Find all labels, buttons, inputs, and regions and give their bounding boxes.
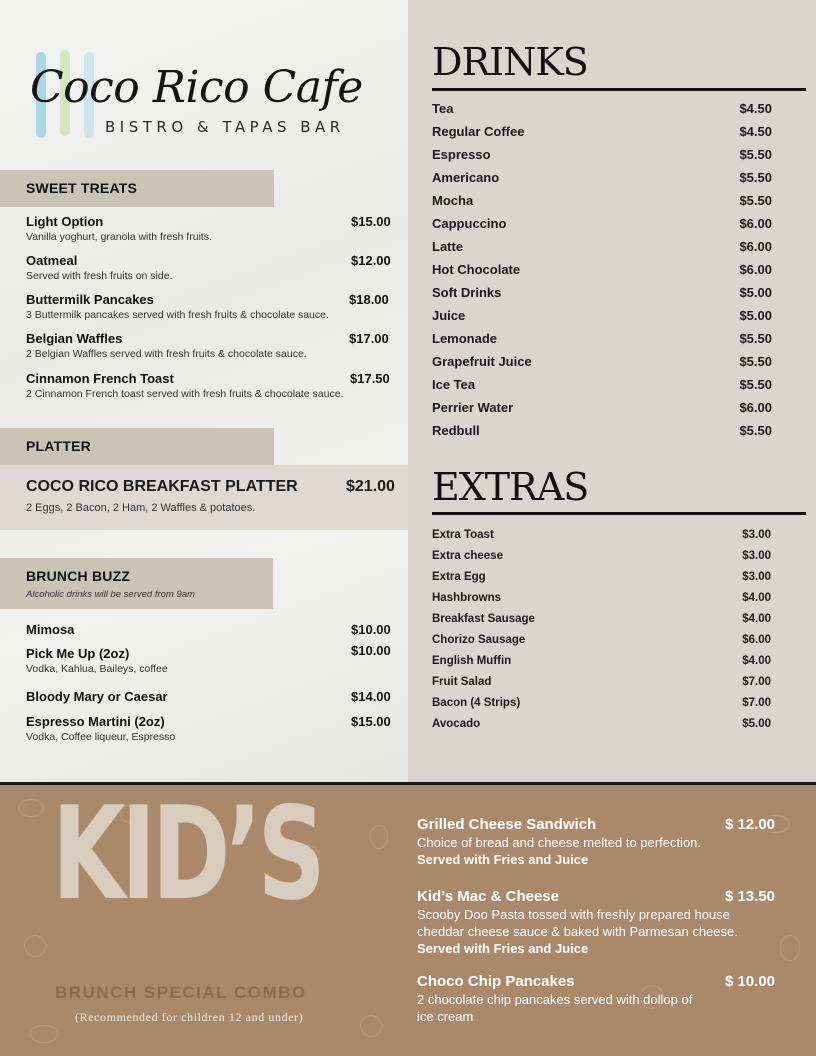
drink-row: [432, 239, 772, 259]
drinks-heading: DRINKS: [432, 40, 588, 84]
drink-row: [432, 262, 772, 282]
extra-name: English Muffin: [432, 655, 512, 667]
item-price: $18.00: [349, 292, 389, 307]
extra-name: Fruit Salad: [432, 676, 492, 688]
drink-name: Juice: [432, 308, 466, 323]
kids-section: [0, 785, 816, 1056]
doodle-icon: [24, 935, 46, 957]
item-name: Oatmeal: [26, 253, 78, 268]
extra-row: [432, 592, 771, 610]
doodle-icon: [780, 935, 800, 961]
extra-name: Chorizo Sausage: [432, 634, 526, 646]
menu-item: [26, 253, 396, 282]
drink-row: [432, 147, 772, 167]
item-price: $17.50: [350, 371, 390, 386]
platter-desc: 2 Eggs, 2 Bacon, 2 Ham, 2 Waffles & potatoes.: [26, 502, 256, 514]
drink-price: $5.50: [739, 147, 772, 162]
drink-price: $6.00: [739, 216, 772, 231]
extra-row: [432, 655, 771, 673]
drink-price: $5.50: [739, 193, 772, 208]
drink-name: Hot Chocolate: [432, 262, 521, 277]
extra-name: Hashbrowns: [432, 592, 502, 604]
item-name: Light Option: [26, 214, 104, 229]
drink-name: Espresso: [432, 147, 491, 162]
drink-price: $5.50: [739, 377, 772, 392]
logo-subtitle: BISTRO & TAPAS BAR: [105, 118, 345, 136]
kids-item: [417, 973, 775, 1026]
item-price: $15.00: [351, 714, 391, 729]
extra-row: [432, 718, 771, 736]
drink-name: Grapefruit Juice: [432, 354, 532, 369]
item-desc: Served with fresh fruits on side.: [26, 270, 173, 282]
extra-row: [432, 676, 771, 694]
kids-title: KID’S: [52, 785, 322, 929]
drink-row: [432, 400, 772, 420]
menu-item: [26, 214, 396, 243]
menu-item: [26, 292, 396, 321]
item-name: Bloody Mary or Caesar: [26, 689, 168, 704]
kids-item-desc: 2 chocolate chip pancakes served with dollop of ice cream: [417, 992, 693, 1024]
drink-price: $5.50: [739, 423, 772, 438]
drink-row: [432, 331, 772, 351]
extra-price: $7.00: [742, 697, 771, 709]
extras-heading: EXTRAS: [432, 465, 589, 509]
drink-price: $6.00: [739, 239, 772, 254]
drink-name: Ice Tea: [432, 377, 476, 392]
extra-row: [432, 697, 771, 715]
item-desc: Vodka, Coffee liqueur, Espresso: [26, 731, 176, 743]
item-desc: 2 Belgian Waffles served with fresh fruits & chocolate sauce.: [26, 348, 307, 360]
item-desc: 2 Cinnamon French toast served with fresh fruits & chocolate sauce.: [26, 388, 344, 400]
doodle-icon: [18, 799, 44, 817]
extra-name: Extra Egg: [432, 571, 486, 583]
kids-item-desc: Choice of bread and cheese melted to perfection.: [417, 835, 702, 850]
sweet-treats-heading: SWEET TREATS: [26, 180, 138, 196]
kids-subtitle: BRUNCH SPECIAL COMBO: [55, 983, 307, 1002]
platter-price: $21.00: [346, 478, 395, 495]
extra-price: $3.00: [742, 529, 771, 541]
item-price: $10.00: [351, 622, 391, 637]
extra-row: [432, 550, 771, 568]
logo-script-text: Coco Rico Cafe: [30, 62, 363, 113]
drink-price: $4.50: [739, 124, 772, 139]
extra-row: [432, 634, 771, 652]
kids-item-price: $ 13.50: [724, 888, 775, 905]
item-name: Belgian Waffles: [26, 331, 123, 346]
drink-row: [432, 423, 772, 443]
extra-price: $5.00: [742, 718, 771, 730]
item-name: Buttermilk Pancakes: [26, 292, 154, 307]
drink-row: [432, 354, 772, 374]
drink-row: [432, 216, 772, 236]
drink-name: Cappuccino: [432, 216, 507, 231]
menu-item: [26, 371, 396, 400]
extra-price: $3.00: [742, 571, 771, 583]
item-price: $15.00: [351, 214, 391, 229]
extra-price: $4.00: [742, 613, 771, 625]
item-price: $10.00: [351, 643, 391, 658]
drink-row: [432, 170, 772, 190]
drink-name: Tea: [432, 101, 454, 116]
kids-item-price: $ 12.00: [724, 816, 775, 833]
kids-item-name: Grilled Cheese Sandwich: [417, 816, 597, 833]
kids-item-desc: Scooby Doo Pasta tossed with freshly prepared house cheddar cheese sauce & baked with Parmesan cheese.: [417, 907, 738, 939]
drink-name: Latte: [432, 239, 464, 254]
drink-row: [432, 124, 772, 144]
item-name: Cinnamon French Toast: [26, 371, 174, 386]
kids-item-name: Kid’s Mac & Cheese: [417, 888, 559, 905]
drink-price: $5.50: [739, 331, 772, 346]
item-price: $14.00: [351, 689, 391, 704]
drink-price: $5.50: [739, 354, 772, 369]
menu-item: [26, 689, 396, 704]
drink-price: $6.00: [739, 400, 772, 415]
kids-note: (Recommended for children 12 and under): [75, 1010, 304, 1024]
brunch-buzz-heading: BRUNCH BUZZ: [26, 568, 131, 584]
kids-item: [417, 816, 775, 867]
platter-item-band: [0, 465, 408, 530]
drink-price: $6.00: [739, 262, 772, 277]
extra-row: [432, 571, 771, 589]
menu-item: [26, 643, 396, 675]
kids-item-served: Served with Fries and Juice: [417, 851, 589, 867]
menu-item: [26, 331, 396, 360]
extra-name: Avocado: [432, 718, 481, 730]
extras-rule: [432, 512, 806, 515]
drink-price: $4.50: [739, 101, 772, 116]
kids-item-served: Served with Fries and Juice: [417, 940, 589, 956]
cafe-logo: [30, 48, 390, 143]
kids-item: [417, 888, 775, 956]
extra-name: Extra Toast: [432, 529, 494, 541]
drink-price: $5.00: [739, 308, 772, 323]
item-name: Mimosa: [26, 622, 75, 637]
doodle-icon: [30, 1025, 58, 1043]
drink-name: Lemonade: [432, 331, 498, 346]
doodle-icon: [370, 825, 388, 849]
drink-price: $5.50: [739, 170, 772, 185]
extra-price: $6.00: [742, 634, 771, 646]
extra-name: Bacon (4 Strips): [432, 697, 521, 709]
platter-name: COCO RICO BREAKFAST PLATTER: [26, 478, 298, 495]
item-name: Espresso Martini (2oz): [26, 714, 165, 729]
drink-price: $5.00: [739, 285, 772, 300]
doodle-icon: [360, 1015, 382, 1037]
drinks-rule: [432, 88, 806, 91]
drink-row: [432, 193, 772, 213]
platter-heading: PLATTER: [26, 438, 91, 454]
drink-name: Mocha: [432, 193, 474, 208]
extra-name: Extra cheese: [432, 550, 503, 562]
extra-row: [432, 613, 771, 631]
drink-row: [432, 308, 772, 328]
extra-row: [432, 529, 771, 547]
drink-name: Perrier Water: [432, 400, 514, 415]
item-desc: Vodka, Kahlua, Baileys, coffee: [26, 663, 168, 675]
drink-name: Redbull: [432, 423, 480, 438]
item-name: Pick Me Up (2oz): [26, 646, 130, 661]
item-price: $12.00: [351, 253, 391, 268]
extra-price: $4.00: [742, 592, 771, 604]
drink-row: [432, 377, 772, 397]
item-price: $17.00: [349, 331, 389, 346]
extra-price: $4.00: [742, 655, 771, 667]
menu-item: [26, 714, 396, 743]
extra-price: $7.00: [742, 676, 771, 688]
item-desc: 3 Buttermilk pancakes served with fresh fruits & chocolate sauce.: [26, 309, 329, 321]
item-desc: Vanilla yoghurt, granola with fresh fruits.: [26, 231, 212, 243]
drink-name: Soft Drinks: [432, 285, 502, 300]
extra-name: Breakfast Sausage: [432, 613, 535, 625]
drink-row: [432, 285, 772, 305]
kids-item-price: $ 10.00: [724, 973, 775, 990]
menu-item: [26, 622, 396, 637]
extra-price: $3.00: [742, 550, 771, 562]
kids-item-name: Choco Chip Pancakes: [417, 973, 575, 990]
drink-name: Regular Coffee: [432, 124, 525, 139]
drink-name: Americano: [432, 170, 500, 185]
drink-row: [432, 101, 772, 121]
brunch-buzz-note: Alcoholic drinks will be served from 9am: [26, 589, 195, 600]
